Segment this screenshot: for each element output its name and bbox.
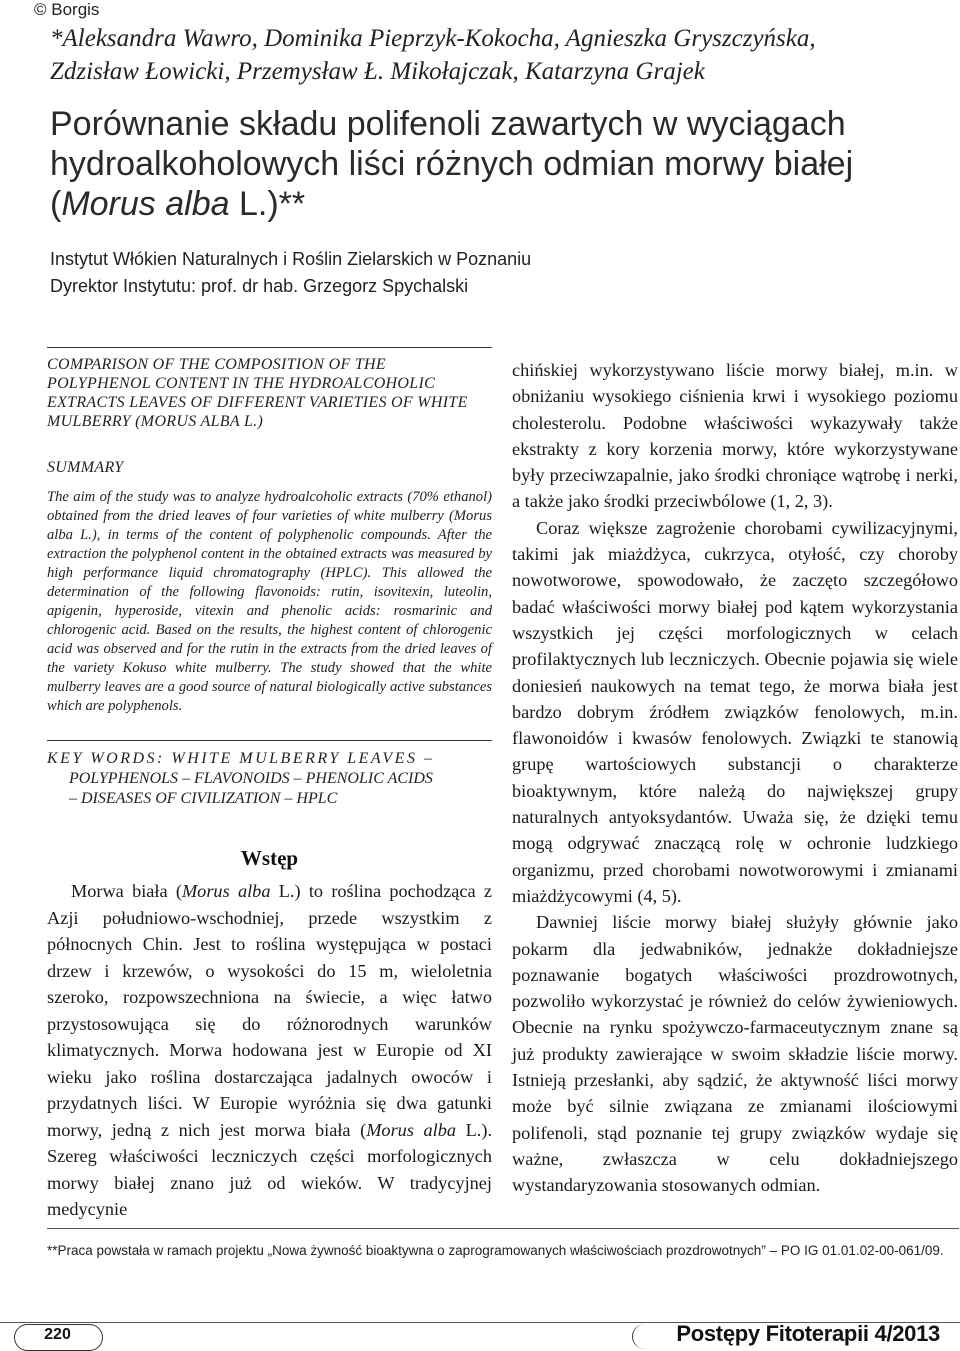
abstract-top-rule xyxy=(47,347,492,348)
species-name-2: Morus alba xyxy=(366,1119,457,1140)
summary-text: The aim of the study was to analyze hydroalcoholic extracts (70% ethanol) obtained from the dried leaves of four varieties of white mulberry (Morus alba L.), in terms of the content of polyphenolic compounds. After the extraction the polyphenol content in the obtained extracts was measured by high performance liquid chromatography (HPLC). This allowed the determination of the following flavonoids: rutin, isovitexin, luteolin, apigenin, hyperoside, vitexin and phenolic acids: rosmarinic and chlorogenic acid. Based on the results, the highest content of chlorogenic acid was observed and for the rutin in the extracts from the dried leaves of the variety Kokuso white mulberry. The study showed that the white mulberry leaves are a good source of natural biologically active substances which are polyphenols. xyxy=(47,489,492,714)
intro-text-c: L.). Szereg właściwości leczniczych części morfologicznych morwy białej znano już od wieków. W tradycyjnej medycynie xyxy=(47,1119,493,1219)
keywords-line-2: POLYPHENOLS – FLAVONOIDS – PHENOLIC ACIDS xyxy=(69,770,433,787)
abstract-title: COMPARISON OF THE COMPOSITION OF THE POLYPHENOL CONTENT IN THE HYDROALCOHOLIC EXTRACTS LEAVES OF DIFFERENT VARIETIES OF WHITE MULBERRY (MORUS ALBA L.) xyxy=(47,356,468,430)
intro-paragraph-3: Coraz większe zagrożenie chorobami cywilizacyjnymi, takimi jak miażdżyca, cukrzyca, otyłość, czy choroby nowotworowe, spowodowało, że zaczęto szczegółowo badać właściwości morwy białej pod kątem wykorzystania wszystkich jej części morfologicznych w celach profilaktycznych lub leczniczych. Obecnie pojawia się wiele doniesień naukowych na temat tego, że morwa biała jest bardzo dobrym źródłem związków fenolowych, m.in. flawonoidów i kwasów fenolowych. Związki te stanowią grupę wartościowych substancji o charakterze bioaktywnym, które należą do największej grupy naturalnych antyoksydantów. Uważa się, że dzięki temu mogą odgrywać znaczącą rolę w ochronie ludzkiego organizmu, przed chorobami nowotworowymi i zmianami miażdżycowymi (4, 5). xyxy=(512,517,958,906)
footnote: **Praca powstała w ramach projektu „Nowa żywność bioaktywna o zaprogramowanych właściwościach prozdrowotnych” – PO IG 01.01.02-00-061/09. xyxy=(47,1243,944,1258)
keywords xyxy=(47,749,492,809)
author-line-1: *Aleksandra Wawro, Dominika Pieprzyk-Kokocha, Agnieszka Gryszczyńska, xyxy=(50,25,816,52)
intro-paragraph-2: chińskiej wykorzystywano liście morwy białej, m.in. w obniżaniu wysokiego ciśnienia krwi i wysokiego poziomu cholesterolu. Podobne właściwości wykazywały także ekstrakty z kory korzenia morwy, które wykorzystywane były przeciwzapalnie, jako środki chroniące wątrobę i nerki, a także jako środki przeciwbólowe (1, 2, 3). xyxy=(512,360,958,512)
page-number: 220 xyxy=(44,1326,71,1343)
institute-name: Instytut Włókien Naturalnych i Roślin Zielarskich w Poznaniu xyxy=(50,249,532,269)
title-open: ( xyxy=(50,185,62,223)
institute-director: Dyrektor Instytutu: prof. dr hab. Grzegorz Spychalski xyxy=(50,276,469,296)
body-left-column xyxy=(47,878,492,1223)
journal-name: Postępy Fitoterapii 4/2013 xyxy=(676,1321,940,1346)
keywords-line-1: KEY WORDS: WHITE MULBERRY LEAVES – xyxy=(47,750,435,767)
body-right-column xyxy=(512,357,958,1199)
author-line-2: Zdzisław Łowicki, Przemysław Ł. Mikołajczak, Katarzyna Grajek xyxy=(50,58,705,85)
intro-text-a: Morwa biała ( xyxy=(71,881,182,901)
intro-paragraph-4: Dawniej liście morwy białej służyły głównie jako pokarm dla jedwabników, jednakże dokładniejsze poznawanie bogatych właściwości prozdrowotnych, pozwoliło wykorzystać je również do celów żywieniowych. Obecnie na rynku spożywczo-farmaceutycznym znane są już produkty zawierające w swoim składzie liście morwy. Istnieją przesłanki, aby sądzić, że aktywność liści morwy może być silnie związana ze zmianami ilościowymi polifenoli, stąd poznanie tej grupy związków wydaje się ważne, zwłaszcza w celu dokładniejszego wystandaryzowania stosowanych odmian. xyxy=(512,912,958,1196)
intro-text-b: L.) to roślina pochodząca z Azji południowo-wschodniej, przede wszystkim z północnych Chin. Jest to roślina występująca w postaci drzew i krzewów, o wysokości do 15 m, wieloletnia szeroko, rozpowszechniona na świecie, a więc łatwo przystosowująca się do różnorodnych warunków klimatycznych. Morwa hodowana jest w Europie od XI wieku jako roślina dostarczająca jadalnych owoców i przydatnych liści. W Europie wyróżnia się dwa gatunki morwy, jedną z nich jest morwa biała ( xyxy=(47,881,492,1140)
intro-paragraph-1 xyxy=(47,878,492,1223)
title-line-1: Porównanie składu polifenoli zawartych w wyciągach xyxy=(50,105,846,143)
author-list xyxy=(50,22,930,88)
title-line-2: hydroalkoholowych liści różnych odmian morwy białej xyxy=(50,145,854,183)
title-close: L.)** xyxy=(229,185,306,223)
summary-heading: SUMMARY xyxy=(47,459,124,476)
keywords-line-3: – DISEASES OF CIVILIZATION – HPLC xyxy=(69,790,338,807)
affiliation xyxy=(50,246,930,300)
abstract-bottom-rule xyxy=(47,740,492,741)
footnote-rule xyxy=(47,1228,959,1229)
article-title xyxy=(50,104,930,224)
section-heading: Wstęp xyxy=(240,846,299,870)
title-species: Morus alba xyxy=(61,185,230,223)
species-name: Morus alba xyxy=(181,881,271,901)
publisher-label: © Borgis xyxy=(34,0,100,19)
